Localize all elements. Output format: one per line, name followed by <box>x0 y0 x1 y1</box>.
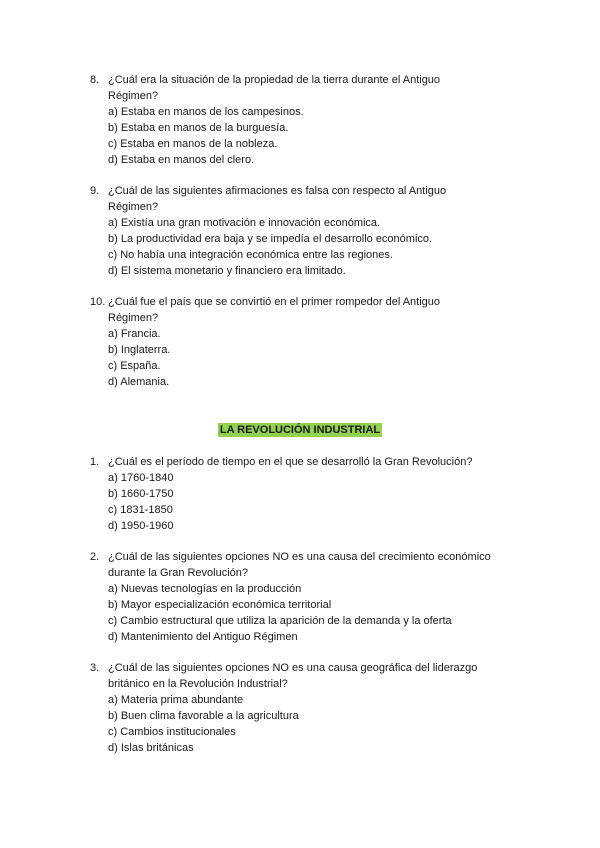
question-9 <box>90 183 520 279</box>
question-text: Régimen? <box>108 90 159 102</box>
option-d: d) Islas británicas <box>108 742 194 754</box>
question-8 <box>90 72 520 168</box>
question-text: ¿Cuál de las siguientes afirmaciones es falsa con respecto al Antiguo <box>108 185 447 197</box>
option-a: a) Francia. <box>108 328 161 340</box>
option-b: b) 1660-1750 <box>108 488 174 500</box>
option-c: c) 1831-1850 <box>108 504 173 516</box>
question-number: 3. <box>90 662 100 674</box>
question-text: Régimen? <box>108 201 159 213</box>
question-number: 9. <box>90 185 100 197</box>
question-number: 2. <box>90 551 100 563</box>
option-c: c) España. <box>108 360 161 372</box>
question-text: ¿Cuál de las siguientes opciones NO es una causa del crecimiento económico <box>108 551 491 563</box>
option-b: b) Inglaterra. <box>108 344 171 356</box>
option-a: a) Nuevas tecnologías en la producción <box>108 583 302 595</box>
question-2 <box>90 549 520 645</box>
question-text: durante la Gran Revolución? <box>108 567 249 579</box>
question-text: ¿Cuál de las siguientes opciones NO es una causa geográfica del liderazgo <box>108 662 478 674</box>
section-title-highlight: LA REVOLUCIÓN INDUSTRIAL <box>219 424 381 436</box>
question-text: ¿Cuál era la situación de la propiedad de la tierra durante el Antiguo <box>108 74 441 86</box>
section-heading <box>0 423 600 437</box>
option-c: c) Cambio estructural que utiliza la aparición de la demanda y la oferta <box>108 615 452 627</box>
option-a: a) 1760-1840 <box>108 472 174 484</box>
option-d: d) El sistema monetario y financiero era limitado. <box>108 265 346 277</box>
question-text: ¿Cuál es el período de tiempo en el que se desarrolló la Gran Revolución? <box>108 456 473 468</box>
option-b: b) Estaba en manos de la burguesía. <box>108 122 289 134</box>
question-10 <box>90 294 520 390</box>
question-text: Régimen? <box>108 312 159 324</box>
option-d: d) Mantenimiento del Antiguo Régimen <box>108 631 298 643</box>
question-3 <box>90 660 520 756</box>
option-a: a) Materia prima abundante <box>108 694 244 706</box>
option-b: b) La productividad era baja y se impedía el desarrollo económico. <box>108 233 433 245</box>
question-number: 1. <box>90 456 100 468</box>
option-c: c) No había una integración económica entre las regiones. <box>108 249 393 261</box>
question-number: 8. <box>90 74 100 86</box>
option-a: a) Existía una gran motivación e innovación económica. <box>108 217 381 229</box>
question-text: ¿Cuál fue el país que se convirtió en el primer rompedor del Antiguo <box>108 296 441 308</box>
option-c: c) Estaba en manos de la nobleza. <box>108 138 278 150</box>
option-d: d) Alemania. <box>108 376 170 388</box>
question-1 <box>90 454 520 534</box>
option-c: c) Cambios institucionales <box>108 726 236 738</box>
option-b: b) Buen clima favorable a la agricultura <box>108 710 299 722</box>
option-a: a) Estaba en manos de los campesinos. <box>108 106 304 118</box>
question-text: británico en la Revolución Industrial? <box>108 678 288 690</box>
option-d: d) Estaba en manos del clero. <box>108 154 255 166</box>
option-b: b) Mayor especialización económica territorial <box>108 599 332 611</box>
question-number: 10. <box>90 296 106 308</box>
option-d: d) 1950-1960 <box>108 520 174 532</box>
